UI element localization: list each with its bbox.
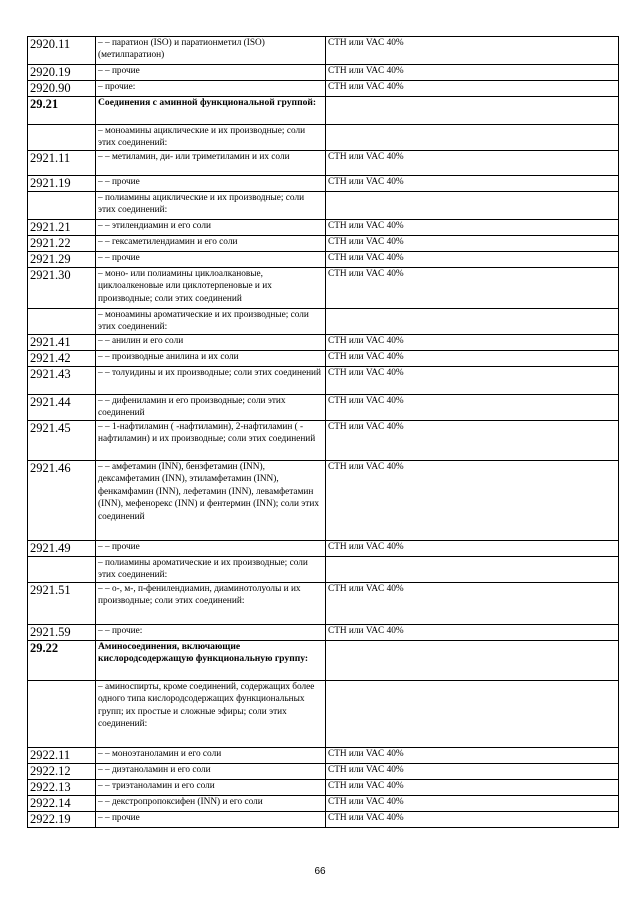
table-row	[28, 748, 619, 764]
rule-cell	[326, 125, 619, 151]
code-cell	[28, 681, 96, 748]
table-row	[28, 335, 619, 351]
rule-cell	[326, 641, 619, 681]
code-cell: 2921.19	[28, 176, 96, 192]
code-cell: 2922.11	[28, 748, 96, 764]
tariff-table	[27, 36, 619, 828]
rule-cell: СТН или VAC 40%	[326, 625, 619, 641]
description-cell: – моноамины ароматические и их производные; соли этих соединений:	[96, 309, 326, 335]
table-row	[28, 557, 619, 583]
description-cell: – моноамины ациклические и их производные; соли этих соединений:	[96, 125, 326, 151]
rule-cell: СТН или VAC 40%	[326, 252, 619, 268]
description-cell: – – о-, м-, п-фенилендиамин, диаминотолуолы и их производные; соли этих соединений:	[96, 583, 326, 625]
code-cell: 2920.90	[28, 81, 96, 97]
code-cell: 2920.19	[28, 65, 96, 81]
code-cell: 2922.14	[28, 796, 96, 812]
page-number: 66	[314, 866, 326, 877]
table-row	[28, 461, 619, 541]
table-row	[28, 367, 619, 395]
rule-cell: СТН или VAC 40%	[326, 541, 619, 557]
rule-cell: СТН или VAC 40%	[326, 748, 619, 764]
code-cell: 2921.45	[28, 421, 96, 461]
rule-cell	[326, 97, 619, 125]
description-cell: – – прочие	[96, 176, 326, 192]
code-cell: 2922.13	[28, 780, 96, 796]
table-row	[28, 541, 619, 557]
table-row	[28, 796, 619, 812]
description-cell: – – этилендиамин и его соли	[96, 220, 326, 236]
description-cell: Аминосоединения, включающие кислородсодержащую функциональную группу:	[96, 641, 326, 681]
description-cell: – – амфетамин (INN), бензфетамин (INN), дексамфетамин (INN), этиламфетамин (INN), фенкамфамин (INN), лефетамин (INN), левамфетамин (INN), мефенорекс (INN) и фентермин (INN); соли этих соединений	[96, 461, 326, 541]
code-cell: 2920.11	[28, 37, 96, 65]
code-cell: 2921.42	[28, 351, 96, 367]
code-cell: 2922.19	[28, 812, 96, 828]
rule-cell: СТН или VAC 40%	[326, 395, 619, 421]
description-cell: – – толуидины и их производные; соли этих соединений	[96, 367, 326, 395]
rule-cell: СТН или VAC 40%	[326, 65, 619, 81]
rule-cell: СТН или VAC 40%	[326, 268, 619, 309]
description-cell: – – моноэтаноламин и его соли	[96, 748, 326, 764]
description-cell: – – триэтаноламин и его соли	[96, 780, 326, 796]
code-cell: 2921.11	[28, 151, 96, 176]
table-row	[28, 641, 619, 681]
table-row	[28, 351, 619, 367]
code-cell: 2921.43	[28, 367, 96, 395]
description-cell: – прочие:	[96, 81, 326, 97]
table-row	[28, 220, 619, 236]
code-cell: 2921.30	[28, 268, 96, 309]
rule-cell	[326, 557, 619, 583]
code-cell: 29.21	[28, 97, 96, 125]
tariff-table-body	[28, 37, 619, 828]
rule-cell: СТН или VAC 40%	[326, 796, 619, 812]
description-cell: – – прочие	[96, 65, 326, 81]
table-row	[28, 125, 619, 151]
description-cell: – – 1-нафтиламин ( -нафтиламин), 2-нафтиламин ( -нафтиламин) и их производные; соли этих соединений	[96, 421, 326, 461]
description-cell: – – прочие	[96, 541, 326, 557]
description-cell: – – дифениламин и его производные; соли этих соединений	[96, 395, 326, 421]
code-cell: 2921.46	[28, 461, 96, 541]
code-cell: 2921.49	[28, 541, 96, 557]
description-cell: – – декстропропоксифен (INN) и его соли	[96, 796, 326, 812]
table-row	[28, 625, 619, 641]
table-row	[28, 309, 619, 335]
code-cell: 2921.21	[28, 220, 96, 236]
table-row	[28, 681, 619, 748]
rule-cell: СТН или VAC 40%	[326, 151, 619, 176]
rule-cell: СТН или VAC 40%	[326, 461, 619, 541]
description-cell: – – метиламин, ди- или триметиламин и их соли	[96, 151, 326, 176]
rule-cell: СТН или VAC 40%	[326, 421, 619, 461]
rule-cell: СТН или VAC 40%	[326, 764, 619, 780]
description-cell: – – прочие	[96, 812, 326, 828]
rule-cell: СТН или VAC 40%	[326, 351, 619, 367]
rule-cell: СТН или VAC 40%	[326, 367, 619, 395]
table-row	[28, 583, 619, 625]
code-cell	[28, 125, 96, 151]
description-cell: – – прочие:	[96, 625, 326, 641]
table-row	[28, 37, 619, 65]
code-cell	[28, 309, 96, 335]
rule-cell: СТН или VAC 40%	[326, 780, 619, 796]
rule-cell: СТН или VAC 40%	[326, 583, 619, 625]
table-row	[28, 192, 619, 220]
rule-cell: СТН или VAC 40%	[326, 37, 619, 65]
rule-cell: СТН или VAC 40%	[326, 176, 619, 192]
code-cell	[28, 557, 96, 583]
table-row	[28, 780, 619, 796]
code-cell: 2921.22	[28, 236, 96, 252]
rule-cell	[326, 309, 619, 335]
table-row	[28, 395, 619, 421]
description-cell: – аминоспирты, кроме соединений, содержащих более одного типа кислородсодержащих функциональных групп; их простые и сложные эфиры; соли этих соединений:	[96, 681, 326, 748]
description-cell: – – диэтаноламин и его соли	[96, 764, 326, 780]
rule-cell: СТН или VAC 40%	[326, 236, 619, 252]
description-cell: Соединения с аминной функциональной группой:	[96, 97, 326, 125]
code-cell: 2921.51	[28, 583, 96, 625]
code-cell: 2921.59	[28, 625, 96, 641]
code-cell	[28, 192, 96, 220]
table-row	[28, 81, 619, 97]
code-cell: 2922.12	[28, 764, 96, 780]
table-row	[28, 236, 619, 252]
table-row	[28, 252, 619, 268]
code-cell: 29.22	[28, 641, 96, 681]
table-row	[28, 268, 619, 309]
description-cell: – – анилин и его соли	[96, 335, 326, 351]
description-cell: – – гексаметилендиамин и его соли	[96, 236, 326, 252]
description-cell: – – паратион (ISO) и паратионметил (ISO) (метилпаратион)	[96, 37, 326, 65]
rule-cell: СТН или VAC 40%	[326, 81, 619, 97]
table-row	[28, 97, 619, 125]
table-row	[28, 151, 619, 176]
description-cell: – – прочие	[96, 252, 326, 268]
code-cell: 2921.29	[28, 252, 96, 268]
table-row	[28, 421, 619, 461]
rule-cell	[326, 681, 619, 748]
table-row	[28, 764, 619, 780]
table-row	[28, 176, 619, 192]
description-cell: – – производные анилина и их соли	[96, 351, 326, 367]
code-cell: 2921.44	[28, 395, 96, 421]
rule-cell	[326, 192, 619, 220]
description-cell: – полиамины ароматические и их производные; соли этих соединений:	[96, 557, 326, 583]
rule-cell: СТН или VAC 40%	[326, 812, 619, 828]
rule-cell: СТН или VAC 40%	[326, 220, 619, 236]
table-row	[28, 65, 619, 81]
description-cell: – полиамины ациклические и их производные; соли этих соединений:	[96, 192, 326, 220]
code-cell: 2921.41	[28, 335, 96, 351]
table-row	[28, 812, 619, 828]
rule-cell: СТН или VAC 40%	[326, 335, 619, 351]
description-cell: – моно- или полиамины циклоалкановые, циклоалкеновые или циклотерпеновые и их производные; соли этих соединений	[96, 268, 326, 309]
